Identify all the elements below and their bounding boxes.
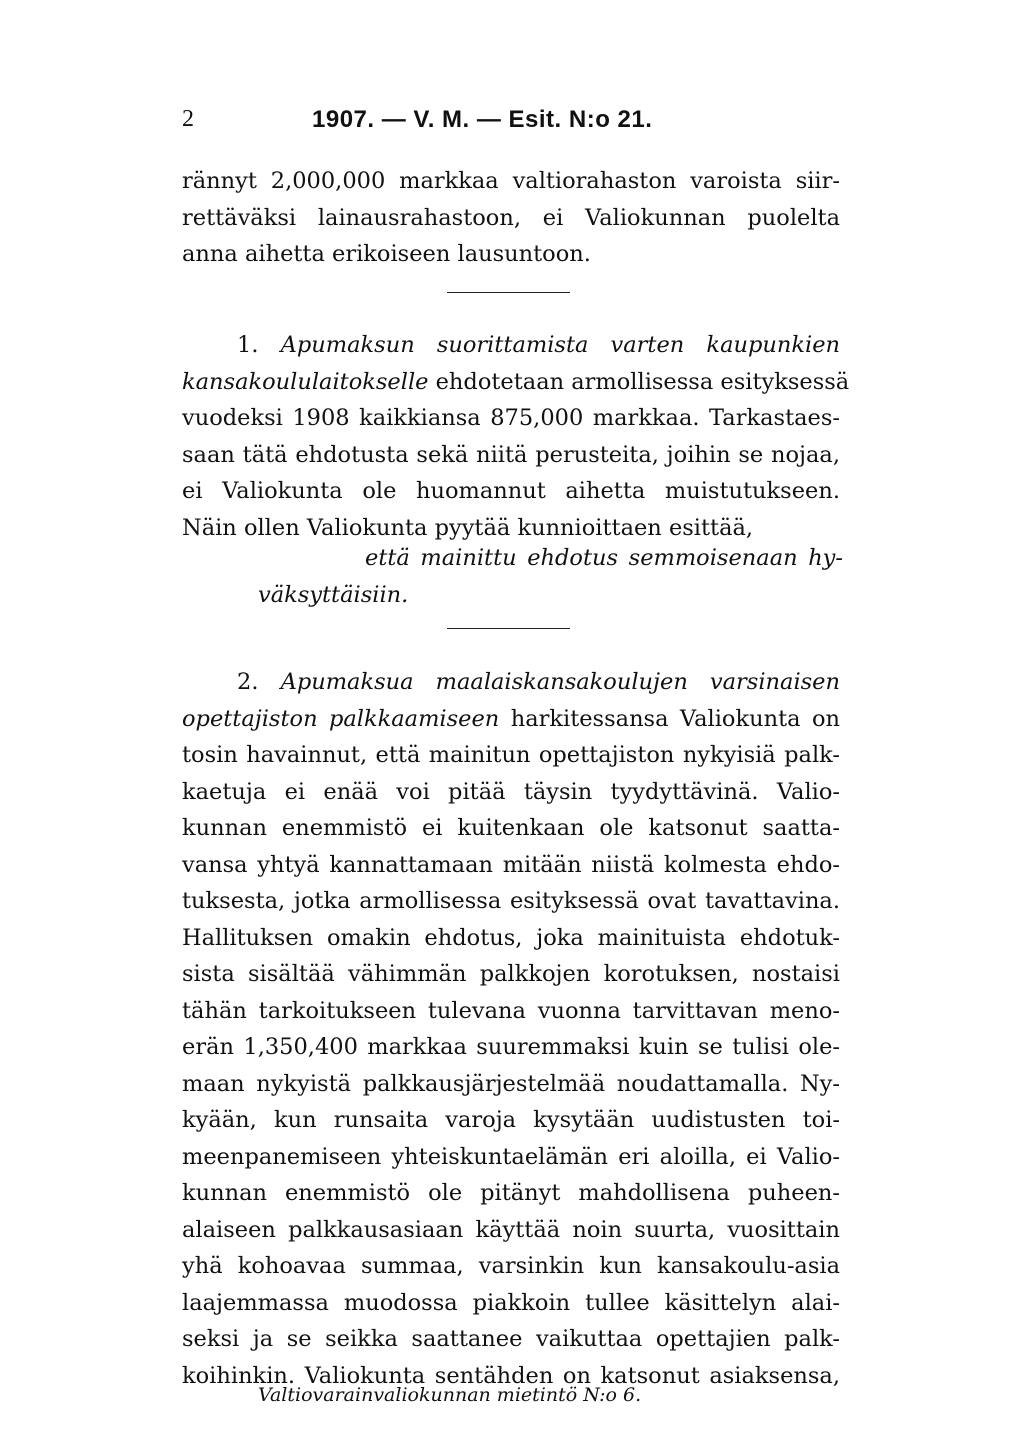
text-line: yhä kohoavaa summaa, varsinkin kun kansakoulu-asia (182, 1253, 840, 1279)
intro-paragraph (182, 163, 840, 273)
text-line: anna aihetta erikoiseen lausuntoon. (182, 241, 591, 267)
text-line: vuodeksi 1908 kaikkiansa 875,000 markkaa. Tarkastaes- (182, 405, 840, 431)
proposal-text (258, 540, 843, 613)
text-line: koihinkin. Valiokunta sentähden on katsonut asiaksensa, (182, 1362, 840, 1389)
text-line: tuksesta, jotka armollisessa esityksessä ovat tavattavina. (182, 888, 840, 914)
section-heading-cont: kansakoululaitokselle (182, 368, 429, 395)
section-1-heading-line (182, 327, 840, 364)
text-line: maan nykyistä palkkausjärjestelmää noudattamalla. Ny- (182, 1070, 840, 1097)
text-line: kunnan enemmistö ei kuitenkaan ole katsonut saatta- (182, 815, 840, 841)
text-line: laajemmassa muodossa piakkoin tullee käsittelyn alai- (182, 1289, 840, 1316)
section-2-paragraph (182, 664, 840, 1394)
text-line: meenpanemiseen yhteiskuntaelämän eri aloilla, ei Valio- (182, 1143, 840, 1170)
text-line: seksi ja se seikka saattanee vaikuttaa opettajien palk- (182, 1326, 840, 1352)
page-number: 2 (182, 106, 194, 132)
section-number: 1. (237, 332, 259, 358)
text-line: rännyt 2,000,000 markkaa valtiorahaston varoista siir- (182, 168, 840, 194)
text-line: kyään, kun runsaita varoja kysytään uudistusten toi- (182, 1107, 840, 1133)
page-footer: Valtiovarainvaliokunnan mietintö N:o 6. (258, 1384, 642, 1406)
text-line: tähän tarkoitukseen tulevana vuonna tarvittavan meno- (182, 997, 840, 1024)
section-number: 2. (237, 669, 259, 695)
text-line: kaetuja ei enää voi pitää täysin tyydyttävinä. Valio- (182, 778, 840, 805)
text-line: kunnan enemmistö ole pitänyt mahdollisena puheen- (182, 1180, 840, 1206)
running-title: 1907. — V. M. — Esit. N:o 21. (312, 106, 653, 133)
page-header (182, 106, 882, 146)
section-heading: Apumaksun suorittamista varten kaupunkien (280, 332, 840, 358)
text-line: Hallituksen omakin ehdotus, joka mainituista ehdotuk- (182, 924, 840, 951)
text-line: ei Valiokunta ole huomannut aihetta muistutukseen. (182, 478, 840, 504)
text-line: rettäväksi lainausrahastoon, ei Valiokunnan puolelta (182, 204, 840, 231)
text-line: sista sisältää vähimmän palkkojen korotuksen, nostaisi (182, 961, 840, 987)
text-line: tosin havainnut, että mainitun opettajiston nykyisiä palk- (182, 742, 840, 768)
section-heading: Apumaksua maalaiskansakoulujen varsinaisen (280, 669, 840, 695)
text-line: erän 1,350,400 markkaa suuremmaksi kuin se tulisi ole- (182, 1034, 840, 1060)
section-divider (447, 628, 570, 629)
section-1-paragraph (182, 327, 850, 546)
section-2-heading-line (182, 664, 840, 701)
section-divider (447, 292, 570, 293)
text-line: kansakoululaitokselle ehdotetaan armollisessa esityksessä (182, 368, 850, 395)
text-line: Näin ollen Valiokunta pyytää kunnioittaen esittää, (182, 514, 754, 541)
text-line: alaiseen palkkausasiaan käyttää noin suurta, vuosittain (182, 1216, 840, 1243)
text-line: vansa yhtyä kannattamaan mitään niistä kolmesta ehdo- (182, 851, 840, 878)
text-line: saan tätä ehdotusta sekä niitä perusteita, joihin se nojaa, (182, 441, 840, 468)
section-heading-cont: opettajiston palkkaamiseen (182, 705, 500, 732)
proposal-line: väksyttäisiin. (258, 581, 409, 608)
text-line: opettajiston palkkaamiseen harkitessansa Valiokunta on (182, 705, 840, 732)
proposal-line: että mainittu ehdotus semmoisenaan hy- (365, 545, 843, 571)
